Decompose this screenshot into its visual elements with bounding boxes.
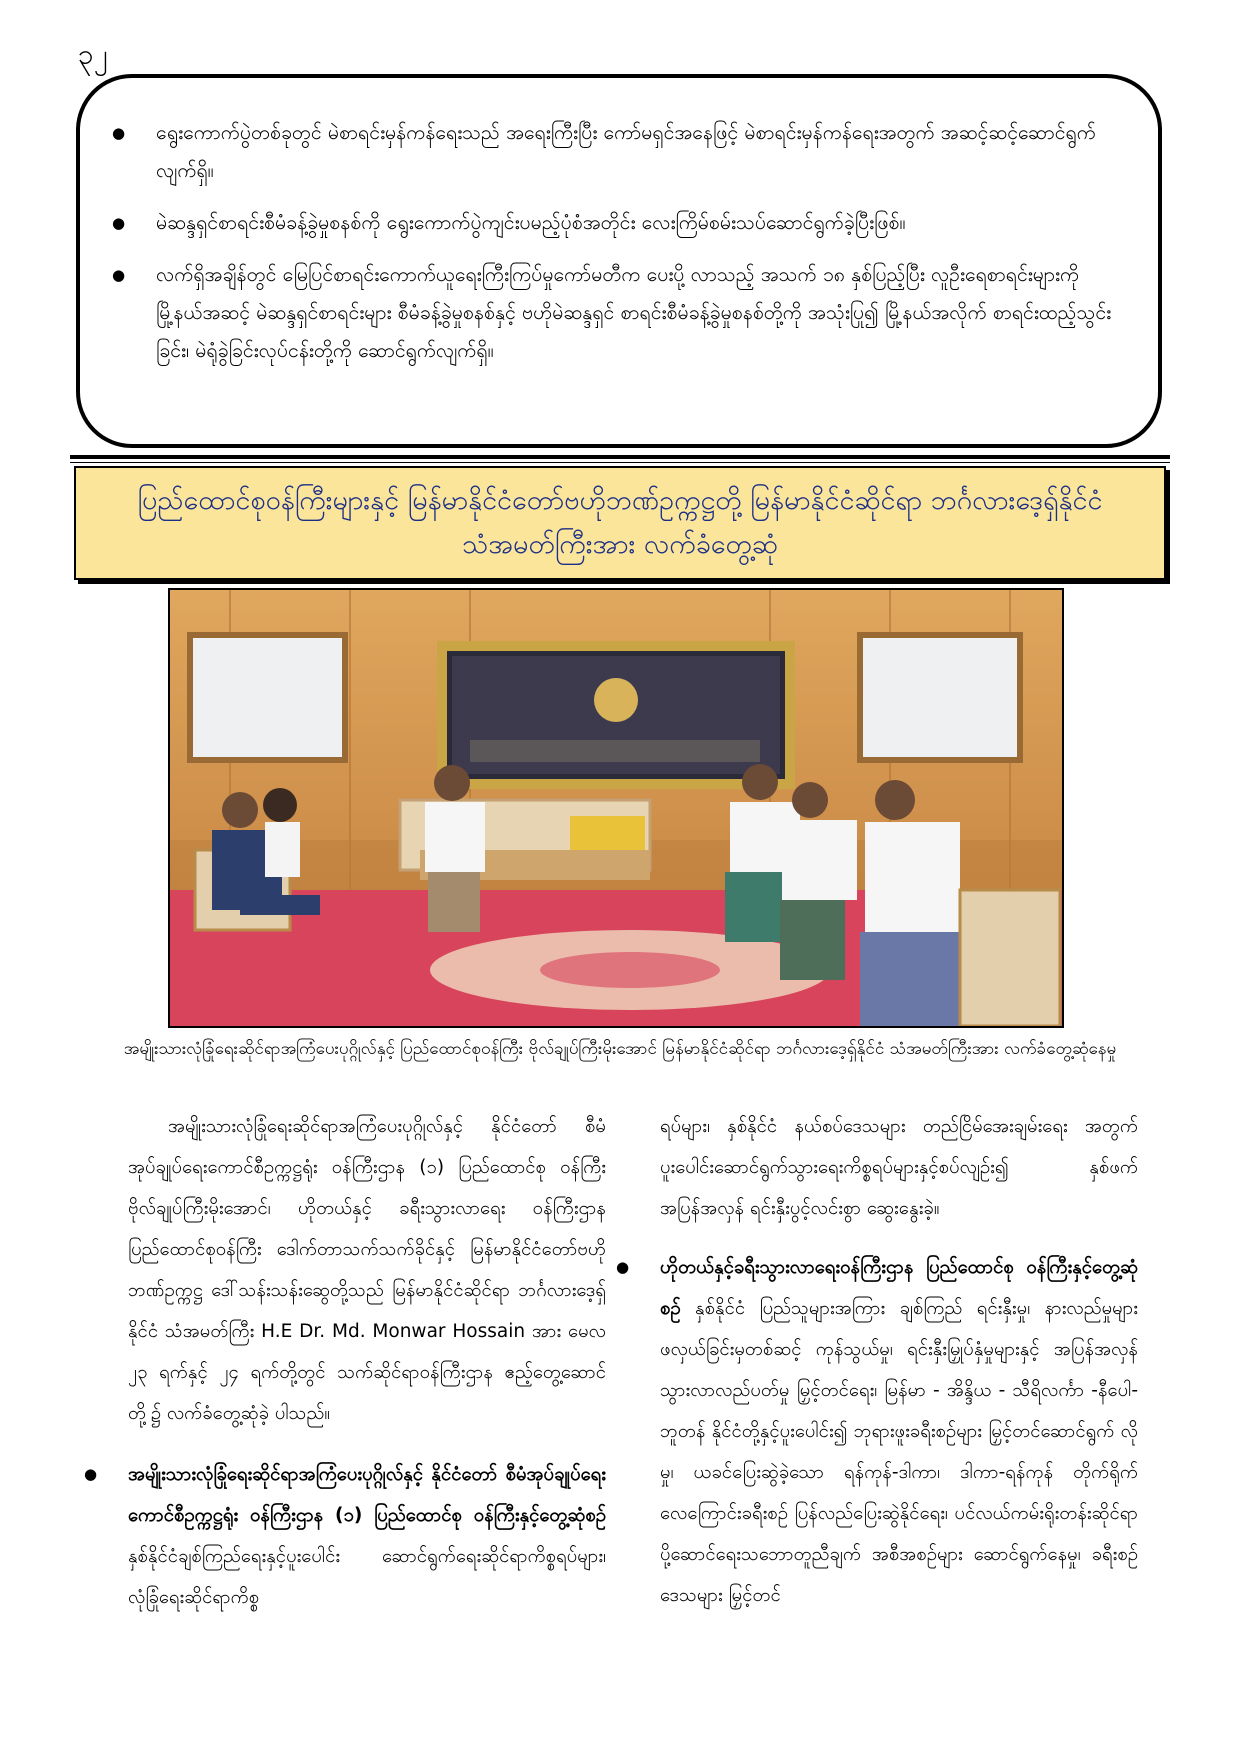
left-column bbox=[84, 1106, 606, 1618]
meeting-photo bbox=[168, 588, 1064, 1028]
summary-bullet-list bbox=[80, 78, 1158, 370]
bullet-dot: ● bbox=[616, 1258, 630, 1276]
summary-bullet-item: ● ရွေးကောက်ပွဲတစ်ခုတွင် မဲစာရင်းမှန်ကန်ရေးသည် အရေးကြီးပြီး ကော်မရှင်အနေဖြင့် မဲစာရင်းမှန်ကန်ရေးအတွက် အဆင့်ဆင့်ဆောင်ရွက်လျက်ရှိ။ bbox=[134, 114, 1124, 190]
photo-caption: အမျိုးသားလုံခြုံရေးဆိုင်ရာအကြံပေးပုဂ္ဂိုလ်နှင့် ပြည်ထောင်စုဝန်ကြီး ဗိုလ်ချုပ်ကြီးမိုးအောင် မြန်မာနိုင်ငံဆိုင်ရာ ဘင်္ဂလားဒေ့ရှ်နိုင်ငံ သံအမတ်ကြီးအား လက်ခံတွေ့ဆုံနေမှု bbox=[123, 1039, 1117, 1059]
section-divider-thin bbox=[70, 462, 1170, 463]
meeting-bullet-1-text: နှစ်နိုင်ငံချစ်ကြည်ရေးနှင့်ပူးပေါင်း ဆောင်ရွက်ရေးဆိုင်ရာကိစ္စရပ်များ၊ လုံခြုံရေးဆိုင်ရာကိစ္စ bbox=[128, 1546, 606, 1608]
bullet-dot: ● bbox=[84, 1465, 98, 1483]
meeting-bullet-1 bbox=[84, 1454, 606, 1618]
meeting-bullet-1-heading: အမျိုးသားလုံခြုံရေးဆိုင်ရာအကြံပေးပုဂ္ဂိုလ်နှင့် နိုင်ငံတော် စီမံအုပ်ချုပ်ရေးကောင်စီဥက္ကဋ္ဌရုံး ဝန်ကြီးဌာန (၁) ပြည်ထောင်စု ဝန်ကြီးနှင့်တွေ့ဆုံစဉ် bbox=[128, 1464, 606, 1526]
meeting-bullet-2 bbox=[616, 1247, 1138, 1616]
intro-paragraph: အမျိုးသားလုံခြုံရေးဆိုင်ရာအကြံပေးပုဂ္ဂိုလ်နှင့် နိုင်ငံတော် စီမံအုပ်ချုပ်ရေးကောင်စီဥက္ကဋ္ဌရုံး ဝန်ကြီးဌာန (၁) ပြည်ထောင်စု ဝန်ကြီး ဗိုလ်ချုပ်ကြီးမိုးအောင်၊ ဟိုတယ်နှင့် ခရီးသွားလာရေး ဝန်ကြီးဌာန ပြည်ထောင်စုဝန်ကြီး ဒေါက်တာသက်သက်ခိုင်နှင့် မြန်မာနိုင်ငံတော်ဗဟိုဘဏ်ဥက္ကဋ္ဌ ဒေါ်သန်းသန်းဆွေတို့သည် မြန်မာနိုင်ငံဆိုင်ရာ ဘင်္ဂလားဒေ့ရှ်နိုင်ငံ သံအမတ်ကြီး H.E Dr. Md. Monwar Hossain အား မေလ ၂၃ ရက်နှင့် ၂၄ ရက်တို့တွင် သက်ဆိုင်ရာဝန်ကြီးဌာန ဧည့်တွေ့ဆောင်တို့၌ လက်ခံတွေ့ဆုံခဲ့ ပါသည်။ bbox=[128, 1116, 606, 1424]
summary-bullet-item: ● လက်ရှိအချိန်တွင် မြေပြင်စာရင်းကောက်ယူရေးကြီးကြပ်မှုကော်မတီက ပေးပို့ လာသည့် အသက် ၁၈ နှစ်ပြည့်ပြီး လူဦးရေစာရင်းများကို မြို့နယ်အဆင့် မဲဆန္ဒရှင်စာရင်းများ စီမံခန့်ခွဲမှုစနစ်နှင့် ဗဟိုမဲဆန္ဒရှင် စာရင်းစီမံခန့်ခွဲမှုစနစ်တို့ကို အသုံးပြု၍ မြို့နယ်အလိုက် စာရင်းထည့်သွင်းခြင်း၊ မဲရုံခွဲခြင်းလုပ်ငန်းတို့ကို ဆောင်ရွက်လျက်ရှိ။ bbox=[134, 256, 1124, 370]
continuation-paragraph: ရပ်များ၊ နှစ်နိုင်ငံ နယ်စပ်ဒေသများ တည်ငြိမ်အေးချမ်းရေး အတွက် ပူးပေါင်းဆောင်ရွက်သွားရေးကိစ္စရပ်များနှင့်စပ်လျဉ်း၍ နှစ်ဖက်အပြန်အလှန် ရင်းနှီးပွင့်လင်းစွာ ဆွေးနွေးခဲ့။ bbox=[660, 1116, 1138, 1219]
summary-bullet-box bbox=[76, 74, 1162, 448]
section-divider bbox=[70, 455, 1170, 459]
meeting-photo-illustration bbox=[170, 590, 1062, 1026]
summary-bullet-item: ● မဲဆန္ဒရှင်စာရင်းစီမံခန့်ခွဲမှုစနစ်ကို ရွေးကောက်ပွဲကျင်းပမည့်ပုံစံအတိုင်း လေးကြိမ်စမ်းသပ်ဆောင်ရွက်ခဲ့ပြီးဖြစ်။ bbox=[134, 204, 1124, 242]
meeting-bullet-2-heading: ဟိုတယ်နှင့်ခရီးသွားလာရေးဝန်ကြီးဌာန ပြည်ထောင်စု ဝန်ကြီးနှင့်တွေ့ဆုံစဉ် bbox=[660, 1257, 1138, 1319]
article-headline: ပြည်ထောင်စုဝန်ကြီးများနှင့် မြန်မာနိုင်ငံတော်ဗဟိုဘဏ်ဥက္ကဋ္ဌတို့ မြန်မာနိုင်ငံဆိုင်ရာ ဘင်္ဂလားဒေ့ရှ်နိုင်ငံ သံအမတ်ကြီးအား လက်ခံတွေ့ဆုံ bbox=[74, 466, 1166, 580]
page-number: ၃၂ bbox=[78, 38, 108, 71]
meeting-bullet-2-text: နှစ်နိုင်ငံ ပြည်သူများအကြား ချစ်ကြည် ရင်းနှီးမှု၊ နားလည်မှုများ ဖလှယ်ခြင်းမှတစ်ဆင့် ကုန်သွယ်မှု၊ ရင်းနှီးမြှုပ်နှံမှုများနှင့် အပြန်အလှန် သွားလာလည်ပတ်မှု မြှင့်တင်ရေး၊ မြန်မာ - အိန္ဒိယ - သီရိလင်္ကာ -နီပေါ- ဘူတန် နိုင်ငံတို့နှင့်ပူးပေါင်း၍ ဘုရားဖူးခရီးစဉ်များ မြှင့်တင်ဆောင်ရွက် လိုမှု၊ ယခင်ပြေးဆွဲခဲ့သော ရန်ကုန်-ဒါကာ၊ ဒါကာ-ရန်ကုန် တိုက်ရိုက်လေကြောင်းခရီးစဉ် ပြန်လည်ပြေးဆွဲနိုင်ရေး၊ ပင်လယ်ကမ်းရိုးတန်းဆိုင်ရာ ပို့ဆောင်ရေးသဘောတူညီချက် အစီအစဉ်များ ဆောင်ရွက်နေမှု၊ ခရီးစဉ်ဒေသများ မြှင့်တင် bbox=[660, 1298, 1138, 1606]
right-column bbox=[616, 1106, 1138, 1616]
